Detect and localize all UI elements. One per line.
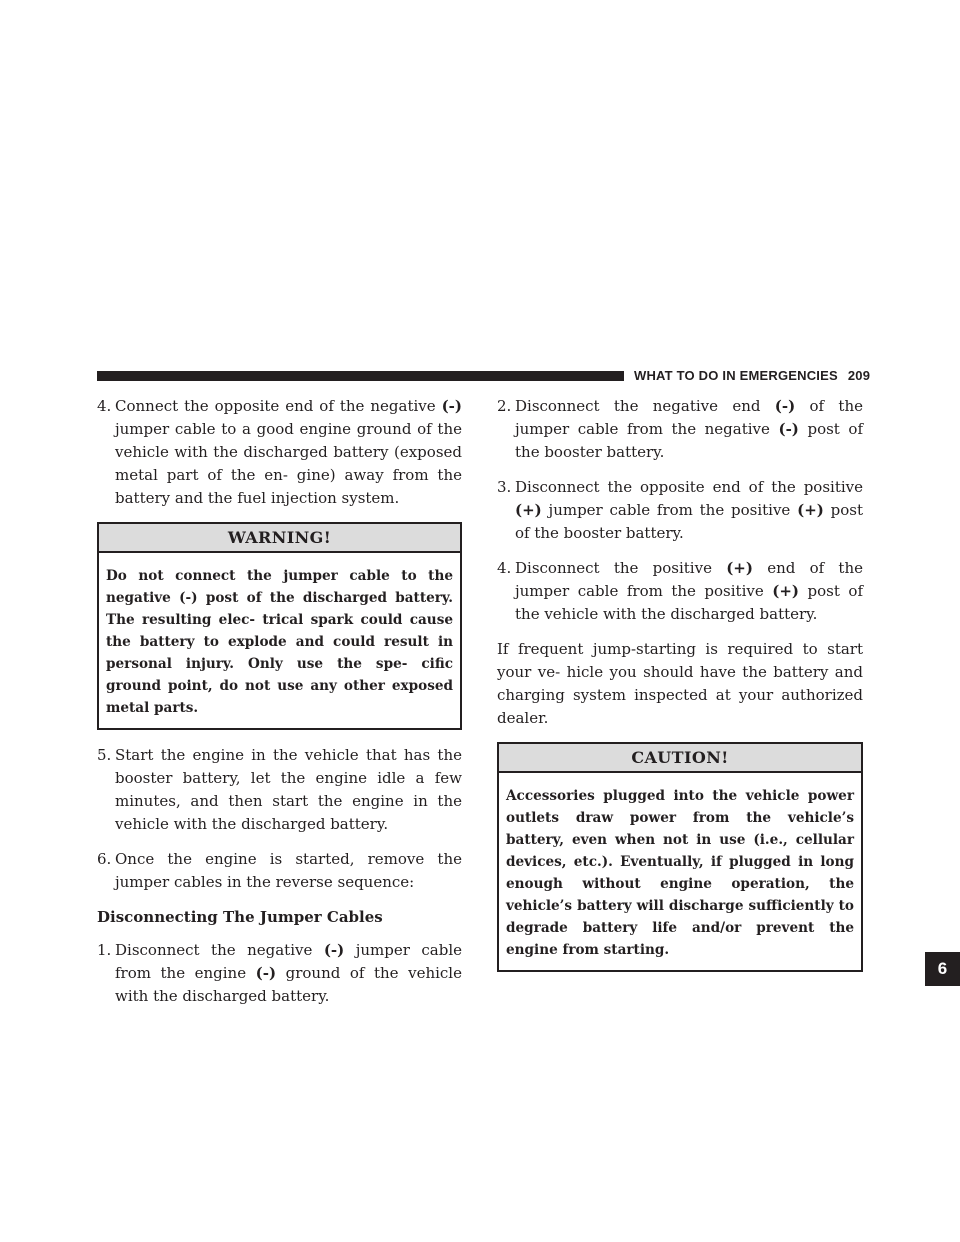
section-title: WHAT TO DO IN EMERGENCIES: [634, 368, 838, 383]
left-column: [97, 395, 462, 1020]
chapter-tab: 6: [925, 952, 960, 986]
disconnect-step-3: 3. Disconnect the opposite end of the positive (+) jumper cable from the positive (+) post of the booster battery.: [497, 478, 863, 542]
step-5: 5. Start the engine in the vehicle that has the booster battery, let the engine idle a few minutes, and then start the engine in the vehicle with the discharged battery.: [97, 746, 462, 833]
step-4: 4. Connect the opposite end of the negative (-) jumper cable to a good engine ground of the vehicle with the discharged battery (exposed metal part of the en- gine) away from the battery and the fuel injection system.: [97, 397, 462, 507]
disconnect-step-1: 1. Disconnect the negative (-) jumper cable from the engine (-) ground of the vehicle with the discharged battery.: [97, 941, 462, 1005]
warning-title: WARNING!: [99, 524, 460, 553]
disconnect-step-4: 4. Disconnect the positive (+) end of the jumper cable from the positive (+) post of the vehicle with the discharged battery.: [497, 559, 863, 623]
right-column: [497, 395, 863, 986]
disconnect-step-2: 2. Disconnect the negative end (-) of the jumper cable from the negative (-) post of the booster battery.: [497, 397, 863, 461]
subheading: Disconnecting The Jumper Cables: [97, 908, 383, 926]
caution-body: Accessories plugged into the vehicle power outlets draw power from the vehicle’s battery, even when not in use (i.e., cellular devices, etc.). Eventually, if plugged in long enough without engine operation, the vehicle’s battery will discharge sufficiently to degrade battery life and/or prevent the engine from starting.: [506, 788, 854, 958]
page-number: 209: [847, 368, 871, 383]
caution-box: [497, 742, 863, 972]
dealer-paragraph: If frequent jump-starting is required to start your ve- hicle you should have the battery and charging system inspected at your authorized dealer.: [497, 640, 863, 727]
warning-body: Do not connect the jumper cable to the negative (-) post of the discharged battery. The resulting elec- trical spark could cause the battery to explode and could result in personal injury. Only use the spe- cific ground point, do not use any other exposed metal parts.: [106, 568, 453, 716]
header-rule: [97, 371, 624, 381]
warning-box: [97, 522, 462, 730]
step-6: 6. Once the engine is started, remove the jumper cables in the reverse sequence:: [97, 850, 462, 891]
caution-title: CAUTION!: [499, 744, 861, 773]
running-header: [634, 366, 870, 386]
